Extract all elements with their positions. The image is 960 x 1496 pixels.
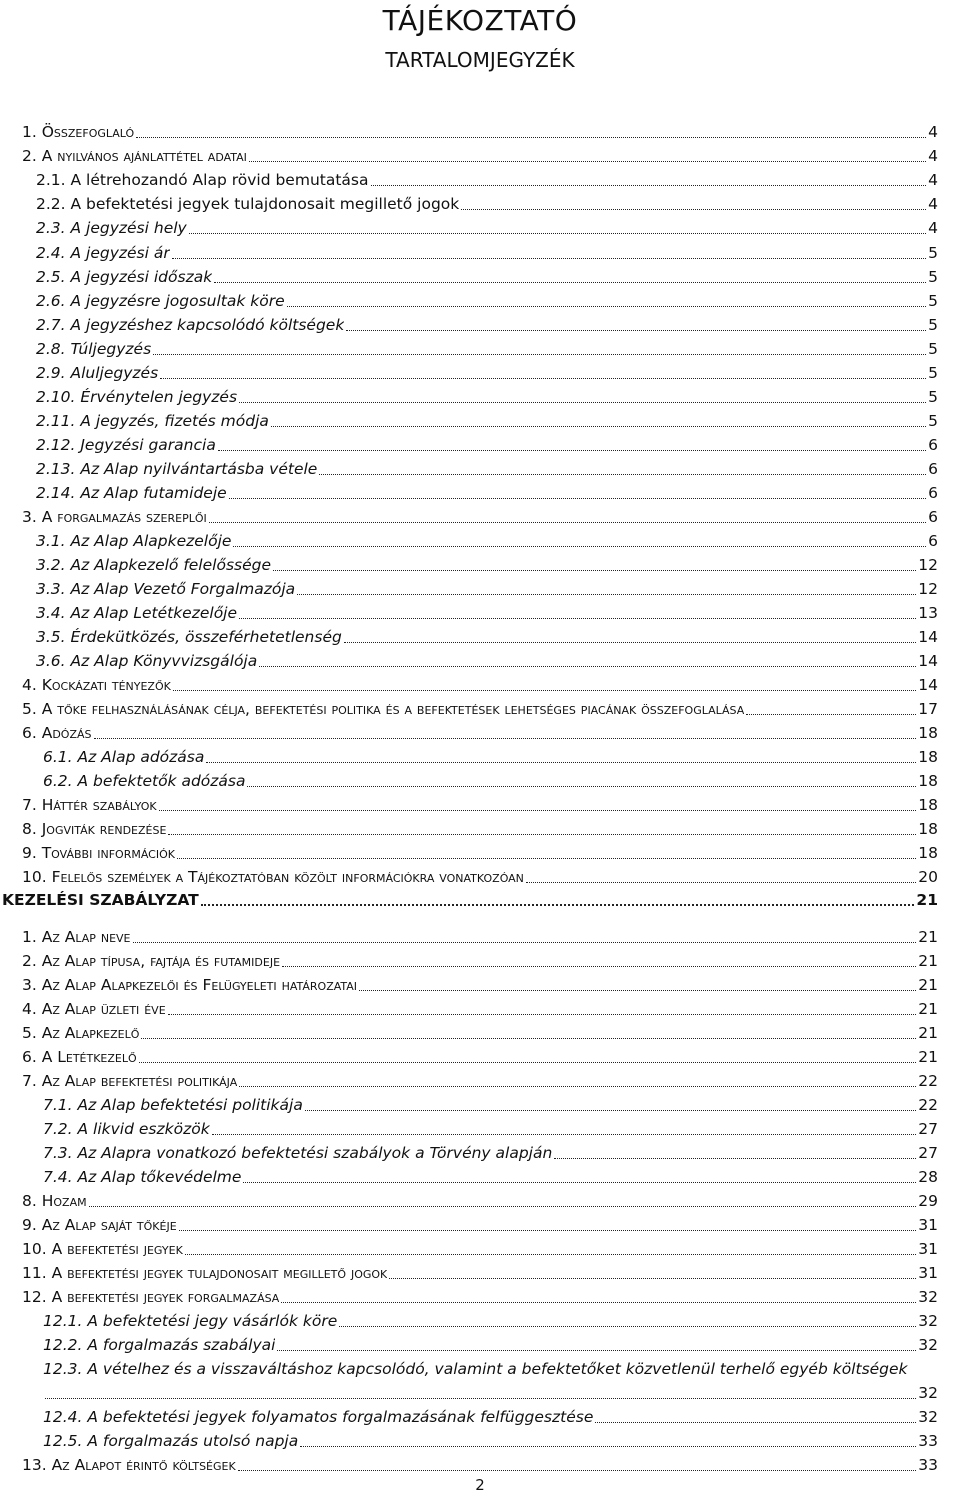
toc-entry[interactable] [22,793,938,815]
toc-leader-dots [159,809,917,811]
toc-entry-label: 12.5. A forgalmazás utolsó napja [43,1432,299,1450]
toc-entry-label: 12.2. A forgalmazás szabályai [43,1336,276,1354]
toc-entry-page: 27 [918,1120,938,1138]
toc-entry-page: 21 [918,1000,938,1018]
toc-entry-label: 6. A Letétkezelő [22,1048,137,1066]
toc-entry[interactable] [36,649,938,671]
toc-entry[interactable] [2,888,938,910]
toc-entry-label: 11. A befektetési jegyek tulajdonosait megillető jogok [22,1264,388,1282]
toc-entry-page: 18 [918,724,938,742]
toc-leader-dots [746,713,916,715]
toc-entry-label: 3. Az Alap Alapkezelői és Felügyeleti határozatai [22,976,358,994]
toc-entry-label: 2.13. Az Alap nyilvántartásba vétele [36,460,318,478]
toc-leader-dots [139,1061,917,1063]
toc-entry-page: 4 [928,195,938,213]
toc-leader-dots [344,641,916,643]
toc-leader-dots [201,903,915,906]
toc-entry-label: 3.1. Az Alap Alapkezelője [36,532,232,550]
toc-entry[interactable] [43,1381,938,1403]
toc-entry[interactable] [22,973,938,995]
page-number: 2 [475,1476,485,1494]
toc-entry-page: 22 [918,1096,938,1114]
toc-leader-dots [247,785,916,787]
toc-entry-label: 4. Kockázati tényezők [22,676,171,694]
toc-leader-dots [89,1205,917,1207]
toc-leader-dots [173,689,916,691]
toc-entry-label: 9. További információk [22,844,175,862]
toc-leader-dots [233,545,926,547]
toc-entry-label: 7. Az Alap befektetési politikája [22,1072,238,1090]
toc-leader-dots [287,305,926,307]
toc-entry-label: 3.6. Az Alap Könyvvizsgálója [36,652,258,670]
toc-leader-dots [214,281,926,283]
toc-entry[interactable] [22,1045,938,1067]
toc-entry-label: 2.2. A befektetési jegyek tulajdonosait megillető jogok [36,195,460,213]
toc-leader-dots [133,941,917,943]
toc-entry[interactable] [22,1069,938,1091]
toc-entry-page: 32 [918,1312,938,1330]
toc-entry-page: 4 [928,171,938,189]
toc-entry-label: 2.6. A jegyzésre jogosultak köre [36,292,285,310]
toc-entry-label: 3.2. Az Alapkezelő felelőssége [36,556,272,574]
page-subtitle: TARTALOMJEGYZÉK [385,48,575,72]
toc-entry-page: 32 [918,1336,938,1354]
toc-entry-label: 2.12. Jegyzési garancia [36,436,216,454]
toc-entry-label: 2.4. A jegyzési ár [36,244,170,262]
toc-entry-label: 7.4. Az Alap tőkevédelme [43,1168,242,1186]
toc-entry-page: 21 [918,1048,938,1066]
toc-entry[interactable] [36,168,938,190]
toc-entry[interactable] [36,457,938,479]
toc-entry-page: 5 [928,364,938,382]
toc-entry-page: 6 [928,436,938,454]
toc-entry[interactable] [22,949,938,971]
toc-entry-page: 22 [918,1072,938,1090]
toc-entry-page: 6 [928,460,938,478]
toc-entry[interactable] [22,1285,938,1307]
toc-entry-page: 21 [918,928,938,946]
toc-entry[interactable] [43,1117,938,1139]
toc-entry[interactable] [43,1309,938,1331]
toc-entry-page: 17 [918,700,938,718]
toc-entry-page: 18 [918,820,938,838]
toc-entry-page: 4 [928,219,938,237]
toc-entry-label: 2.1. A létrehozandó Alap rövid bemutatása [36,171,369,189]
toc-entry-page: 21 [918,976,938,994]
toc-entry-page: 13 [918,604,938,622]
toc-leader-dots [238,1469,917,1471]
toc-leader-dots [239,617,916,619]
toc-leader-dots [243,1181,916,1183]
toc-entry-page: 18 [918,748,938,766]
toc-leader-dots [371,184,927,186]
toc-leader-dots [259,665,916,667]
toc-entry[interactable] [22,1213,938,1235]
toc-entry[interactable] [22,925,938,947]
toc-entry-label: 2. A nyilvános ajánlattétel adatai [22,147,247,165]
toc-entry[interactable] [43,1165,938,1187]
toc-leader-dots [185,1253,916,1255]
toc-entry-label: 9. Az Alap saját tőkéje [22,1216,177,1234]
toc-entry-page: 5 [928,388,938,406]
toc-entry[interactable] [22,1261,938,1283]
toc-entry-page: 21 [918,1024,938,1042]
toc-entry[interactable] [22,865,938,887]
toc-entry-page: 5 [928,244,938,262]
toc-entry-label: 12.1. A befektetési jegy vásárlók köre [43,1312,338,1330]
toc-entry-page: 33 [918,1432,938,1450]
toc-entry[interactable] [22,841,938,863]
toc-entry-label: 10. A befektetési jegyek [22,1240,183,1258]
toc-entry-label: 3.5. Érdekütközés, összeférhetetlenség [36,628,342,646]
toc-entry-label: 12. A befektetési jegyek forgalmazása [22,1288,280,1306]
toc-entry[interactable] [36,481,938,503]
toc-leader-dots [595,1421,916,1423]
toc-entry[interactable] [22,673,938,695]
toc-leader-dots [45,1397,916,1399]
toc-entry-label: KEZELÉSI SZABÁLYZAT [2,891,199,909]
toc-entry-label: 3. A forgalmazás szereplői [22,508,207,526]
toc-entry[interactable] [36,577,938,599]
toc-entry[interactable] [43,745,938,767]
toc-entry-page: 33 [918,1456,938,1474]
toc-entry-label: 7.2. A likvid eszközök [43,1120,210,1138]
toc-entry[interactable] [43,1429,938,1451]
toc-leader-dots [526,881,916,883]
toc-entry-label: 2.7. A jegyzéshez kapcsolódó költségek [36,316,345,334]
toc-entry[interactable] [43,1333,938,1355]
toc-entry-page: 12 [918,580,938,598]
toc-leader-dots [229,497,926,499]
toc-entry-label: 5. A tőke felhasználásának célja, befektetési politika és a befektetések lehetséges piacának összefoglalása [22,700,745,718]
toc-leader-dots [282,965,916,967]
toc-leader-dots [218,449,926,451]
toc-leader-dots [189,232,926,234]
toc-entry[interactable] [36,337,938,359]
toc-entry-label: 1. Összefoglaló [22,123,135,141]
toc-leader-dots [172,257,926,259]
toc-entry[interactable] [36,409,938,431]
toc-entry-page: 5 [928,340,938,358]
toc-entry[interactable] [36,313,938,335]
toc-entry-label: 2.10. Érvénytelen jegyzés [36,388,238,406]
toc-entry-page: 32 [918,1384,938,1402]
toc-entry-page: 32 [918,1408,938,1426]
toc-entry-page: 14 [918,652,938,670]
toc-entry-label: 2.3. A jegyzési hely [36,219,187,237]
toc-leader-dots [136,136,926,138]
toc-leader-dots [554,1157,916,1159]
toc-entry[interactable] [36,361,938,383]
toc-entry-page: 31 [918,1264,938,1282]
toc-entry-page: 21 [916,891,938,909]
toc-leader-dots [212,1133,917,1135]
page-title: TÁJÉKOZTATÓ [382,4,578,37]
toc-entry-page: 4 [928,123,938,141]
toc-entry-label: 8. Jogviták rendezése [22,820,167,838]
toc-leader-dots [239,1085,916,1087]
toc-entry[interactable] [43,1141,938,1163]
toc-entry-label: 2.8. Túljegyzés [36,340,152,358]
toc-entry[interactable] [43,1093,938,1115]
toc-entry[interactable] [22,817,938,839]
toc-entry-label: 10. Felelős személyek a Tájékoztatóban közölt információkra vonatkozóan [22,868,524,886]
toc-entry-label: 2.14. Az Alap futamideje [36,484,227,502]
toc-leader-dots [273,569,916,571]
toc-entry[interactable] [36,241,938,263]
toc-entry[interactable] [36,265,938,287]
toc-leader-dots [389,1277,916,1279]
toc-leader-dots [206,761,916,763]
toc-entry-label: 2. Az Alap típusa, fajtája és futamideje [22,952,281,970]
toc-entry[interactable] [22,120,938,142]
toc-leader-dots [346,329,926,331]
toc-entry[interactable] [36,433,938,455]
toc-entry-page: 27 [918,1144,938,1162]
toc-entry[interactable] [36,192,938,214]
toc-entry[interactable] [22,144,938,166]
toc-entry-label: 2.5. A jegyzési időszak [36,268,213,286]
toc-leader-dots [141,1037,916,1039]
toc-leader-dots [209,521,926,523]
toc-leader-dots [271,425,926,427]
toc-leader-dots [168,833,916,835]
toc-leader-dots [297,593,916,595]
toc-entry-label: 3.3. Az Alap Vezető Forgalmazója [36,580,296,598]
toc-entry-label: 2.11. A jegyzés, fizetés módja [36,412,269,430]
toc-entry-label: 13. Az Alapot érintő költségek [22,1456,236,1474]
toc-entry-label: 7. Háttér szabályok [22,796,157,814]
toc-entry-page: 18 [918,772,938,790]
toc-entry[interactable] [22,1189,938,1211]
toc-entry[interactable] [36,601,938,623]
toc-entry[interactable] [36,529,938,551]
toc-leader-dots [168,1013,917,1015]
toc-entry-label: 6. Adózás [22,724,92,742]
toc-leader-dots [153,353,926,355]
toc-entry-label: 7.1. Az Alap befektetési politikája [43,1096,303,1114]
toc-leader-dots [305,1109,916,1111]
toc-entry-label: 5. Az Alapkezelő [22,1024,140,1042]
toc-entry-page: 14 [918,676,938,694]
toc-entry[interactable] [36,625,938,647]
toc-entry[interactable] [36,385,938,407]
toc-leader-dots [277,1349,916,1351]
toc-leader-dots [339,1325,916,1327]
toc-entry-page: 18 [918,796,938,814]
toc-leader-dots [239,401,926,403]
toc-entry[interactable] [43,1405,938,1427]
toc-entry-page: 28 [918,1168,938,1186]
toc-entry-page: 29 [918,1192,938,1210]
toc-entry-label: 8. Hozam [22,1192,87,1210]
toc-entry-page: 4 [928,147,938,165]
toc-entry-page: 5 [928,316,938,334]
toc-leader-dots [177,857,916,859]
toc-entry[interactable] [22,1237,938,1259]
toc-entry-page: 6 [928,532,938,550]
toc-entry-label: 2.9. Aluljegyzés [36,364,159,382]
toc-entry-label: 7.3. Az Alapra vonatkozó befektetési szabályok a Törvény alapján [43,1144,553,1162]
toc-entry[interactable] [22,1453,938,1475]
toc-leader-dots [160,377,926,379]
toc-entry-page: 5 [928,412,938,430]
toc-entry-label: 6.1. Az Alap adózása [43,748,205,766]
toc-leader-dots [461,208,926,210]
toc-entry-page: 18 [918,844,938,862]
toc-entry[interactable] [36,216,938,238]
toc-leader-dots [249,160,926,162]
toc-entry-label: 12.4. A befektetési jegyek folyamatos forgalmazásának felfüggesztése [43,1408,594,1426]
toc-entry-page: 14 [918,628,938,646]
toc-entry-page: 20 [918,868,938,886]
toc-leader-dots [94,737,917,739]
toc-leader-dots [319,473,926,475]
toc-entry[interactable] [36,289,938,311]
toc-entry[interactable] [43,1357,954,1379]
toc-entry-page: 6 [928,508,938,526]
toc-entry-label: 4. Az Alap üzleti éve [22,1000,166,1018]
toc-entry-page: 6 [928,484,938,502]
toc-entry-page: 32 [918,1288,938,1306]
toc-entry-page: 5 [928,292,938,310]
toc-entry[interactable] [22,505,938,527]
toc-entry-page: 31 [918,1240,938,1258]
toc-entry-page: 21 [918,952,938,970]
toc-entry[interactable] [22,697,938,719]
toc-entry-label: 6.2. A befektetők adózása [43,772,246,790]
toc-leader-dots [281,1301,916,1303]
toc-entry-label: 3.4. Az Alap Letétkezelője [36,604,238,622]
toc-entry[interactable] [22,997,938,1019]
toc-entry-page: 5 [928,268,938,286]
toc-entry-page: 12 [918,556,938,574]
toc-leader-dots [359,989,916,991]
toc-entry[interactable] [22,1021,938,1043]
toc-leader-dots [300,1445,916,1447]
toc-entry-page: 31 [918,1216,938,1234]
toc-entry[interactable] [43,769,938,791]
toc-entry-label: 1. Az Alap neve [22,928,131,946]
toc-entry[interactable] [22,721,938,743]
toc-leader-dots [179,1229,917,1231]
toc-entry-label: 12.3. A vételhez és a visszaváltáshoz kapcsolódó, valamint a befektetőket közvetlenül terhelő egyéb költségek [43,1360,908,1378]
toc-entry[interactable] [36,553,938,575]
